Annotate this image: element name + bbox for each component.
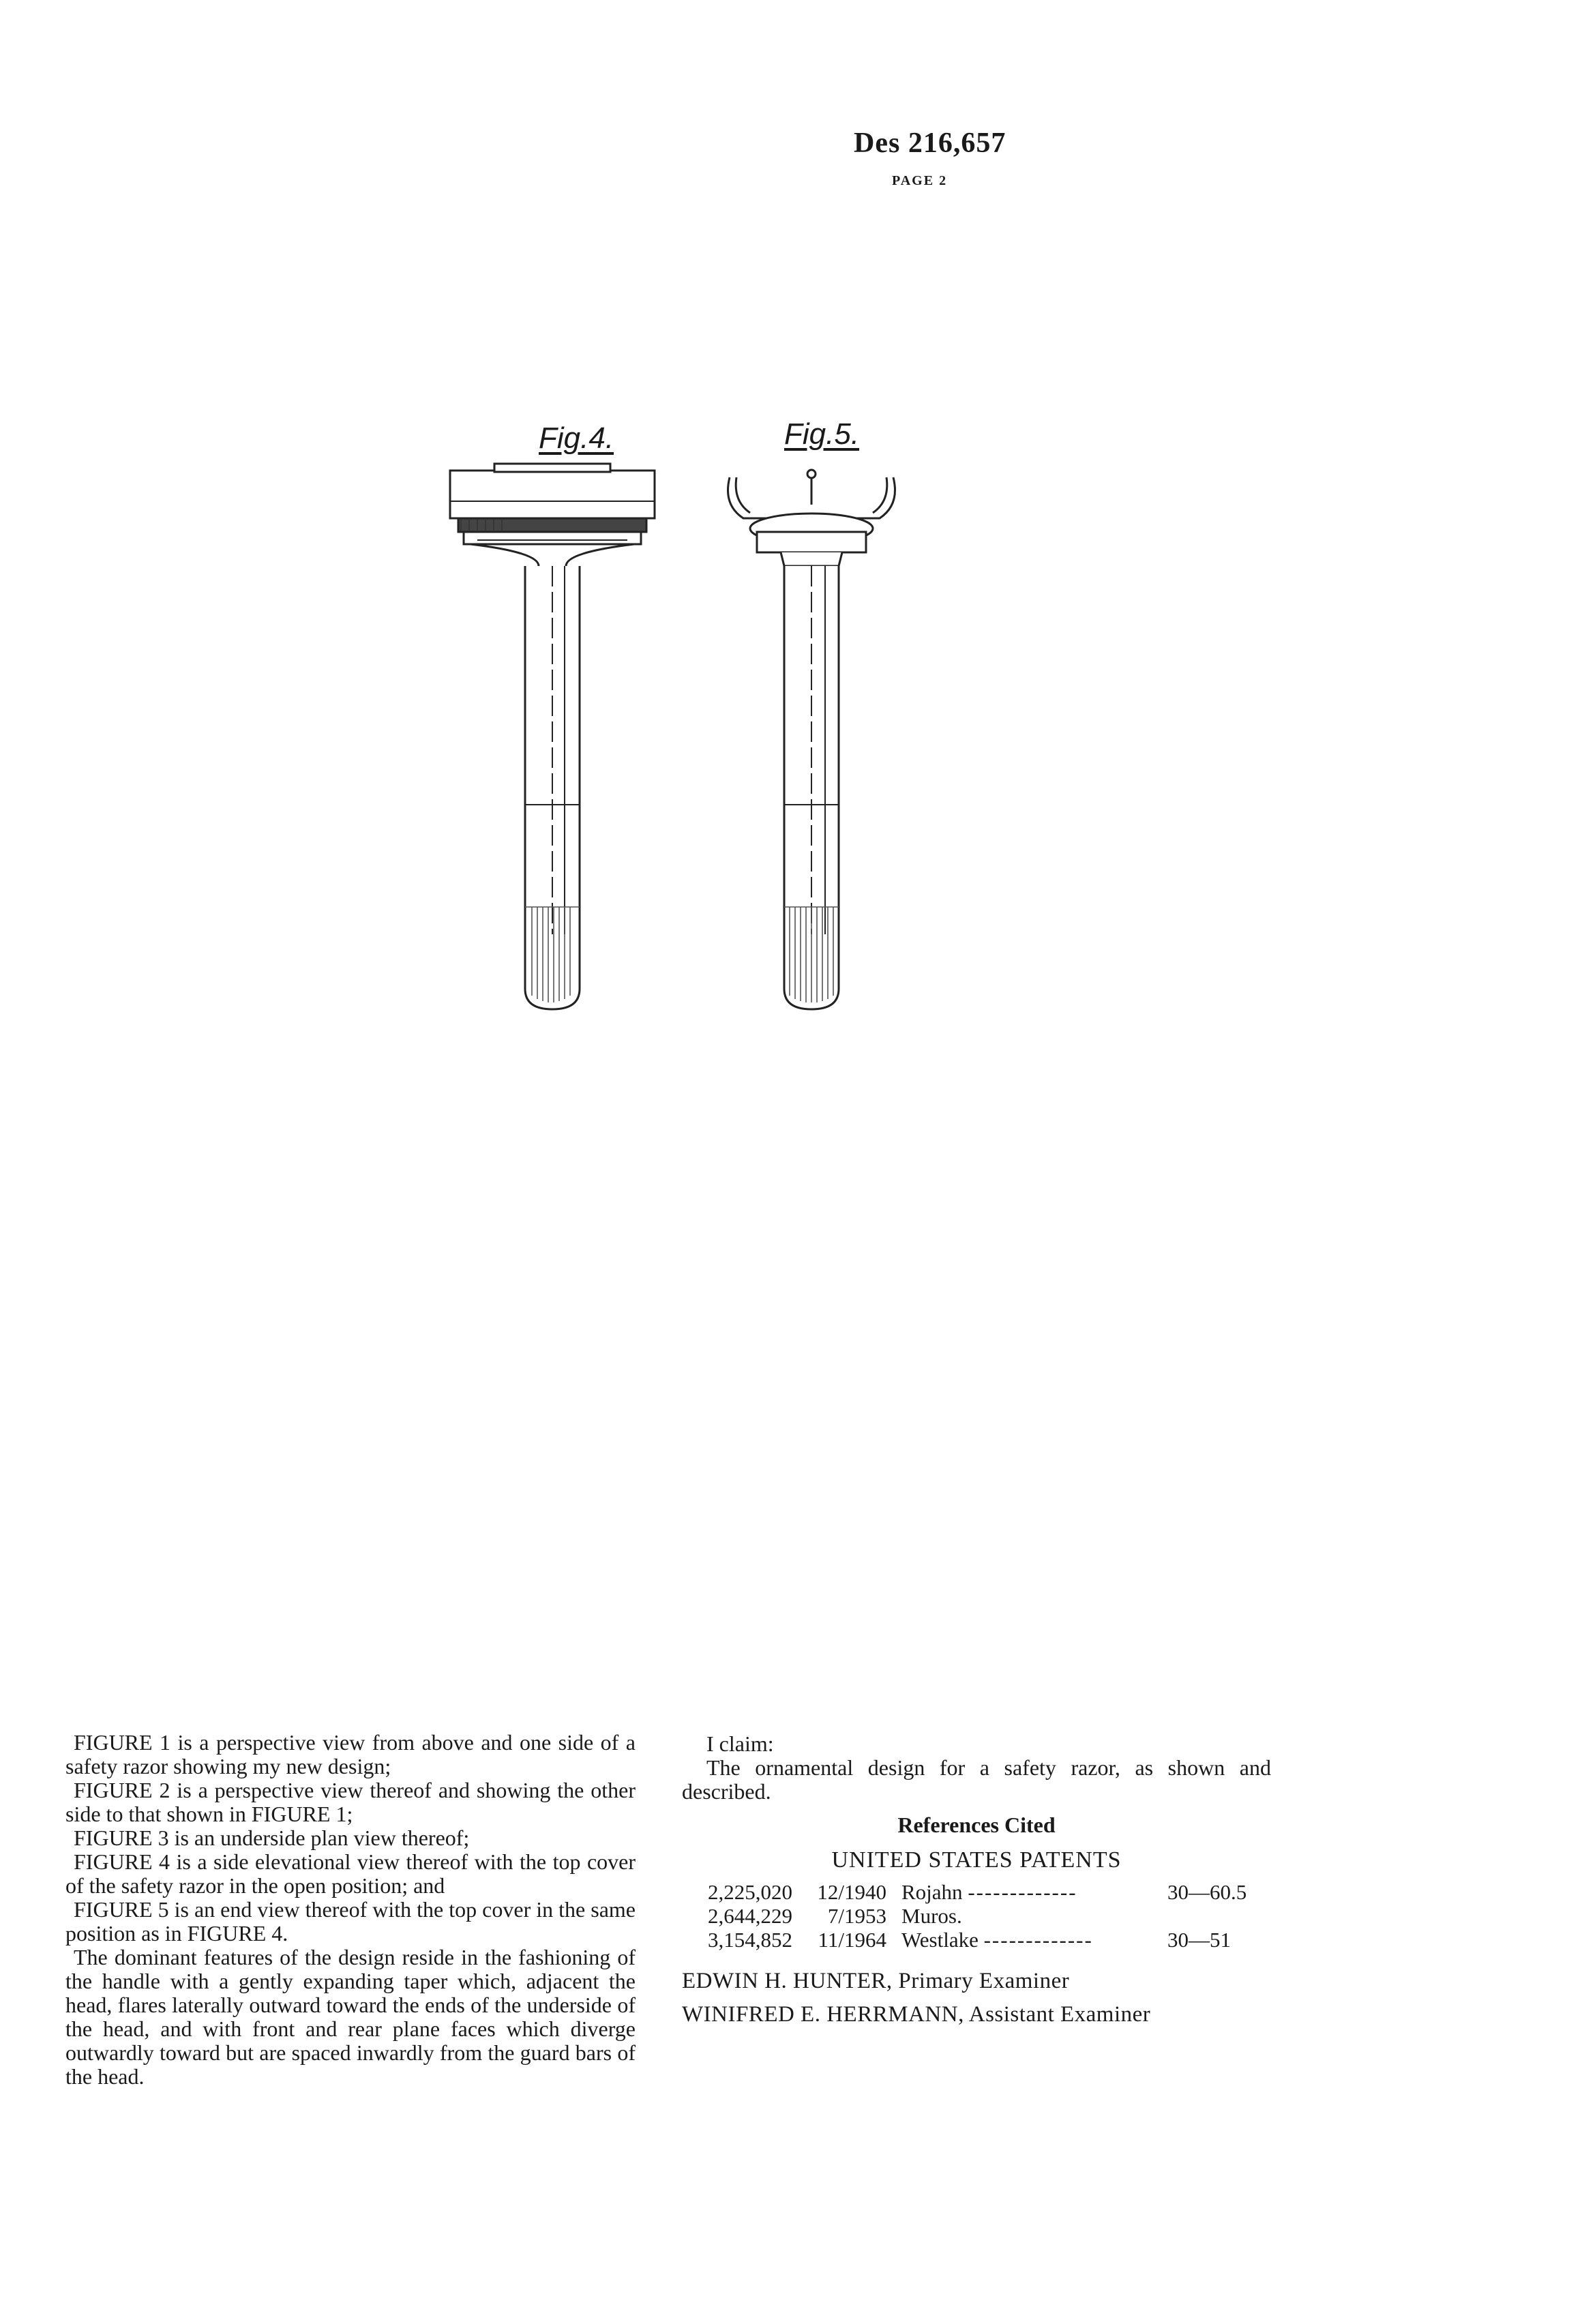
references-title: References Cited [897,1813,1056,1837]
us-patents-title: UNITED STATES PATENTS [831,1847,1122,1873]
description-fig4: FIGURE 4 is a side elevational view thereof with the top cover of the safety razor in the open position; and [65,1849,636,1898]
reference-name: Muros. [901,1904,962,1928]
reference-number: 2,225,020 [708,1880,792,1904]
description-fig5: FIGURE 5 is an end view thereof with the top cover in the same position as in FIGURE 4. [65,1897,636,1946]
reference-number: 3,154,852 [708,1928,792,1952]
primary-examiner: EDWIN H. HUNTER, Primary Examiner [682,1969,1070,1993]
reference-class [1167,1904,1253,1928]
reference-row [690,1880,1253,1904]
fig5-label: Fig.5. [784,417,860,451]
patent-number: Des 216,657 [854,128,1006,159]
reference-name: Westlake ------------- [901,1928,1093,1952]
reference-number: 2,644,229 [708,1904,792,1928]
description-fig1: FIGURE 1 is a perspective view from above and one side of a safety razor showing my new design; [65,1730,636,1778]
figure-descriptions [65,1731,636,2089]
reference-row [690,1904,1253,1928]
assistant-examiner: WINIFRED E. HERRMANN, Assistant Examiner [682,2002,1151,2027]
fig5-razor-drawing [716,464,907,1037]
reference-date: 7/1953 [827,1904,886,1928]
description-fig2: FIGURE 2 is a perspective view thereof and showing the other side to that shown in FIGURE 1; [65,1778,636,1826]
references-table [690,1880,1253,1952]
claim-text: The ornamental design for a safety razor, as shown and described. [682,1755,1271,1804]
reference-name: Rojahn ------------- [901,1880,1077,1904]
description-dominant-features: The dominant features of the design reside in the fashioning of the handle with a gently expanding taper which, adjacent the head, flares laterally outward toward the ends of the underside of the head, and with front and rear plane faces which diverge outwardly toward but are spaced inwardly from the guard bars of the head. [65,1945,636,2089]
claim-heading: I claim: [706,1731,774,1756]
fig4-razor-drawing [436,464,668,1037]
reference-date: 11/1964 [818,1928,886,1952]
page-number: PAGE 2 [892,173,948,188]
reference-class: 30—60.5 [1167,1880,1247,1904]
description-fig3: FIGURE 3 is an underside plan view thereof; [74,1826,470,1850]
claims-and-references [682,1732,1271,2027]
reference-class: 30—51 [1167,1928,1231,1952]
reference-date: 12/1940 [817,1880,886,1904]
reference-row [690,1928,1253,1952]
fig4-label: Fig.4. [539,421,614,455]
